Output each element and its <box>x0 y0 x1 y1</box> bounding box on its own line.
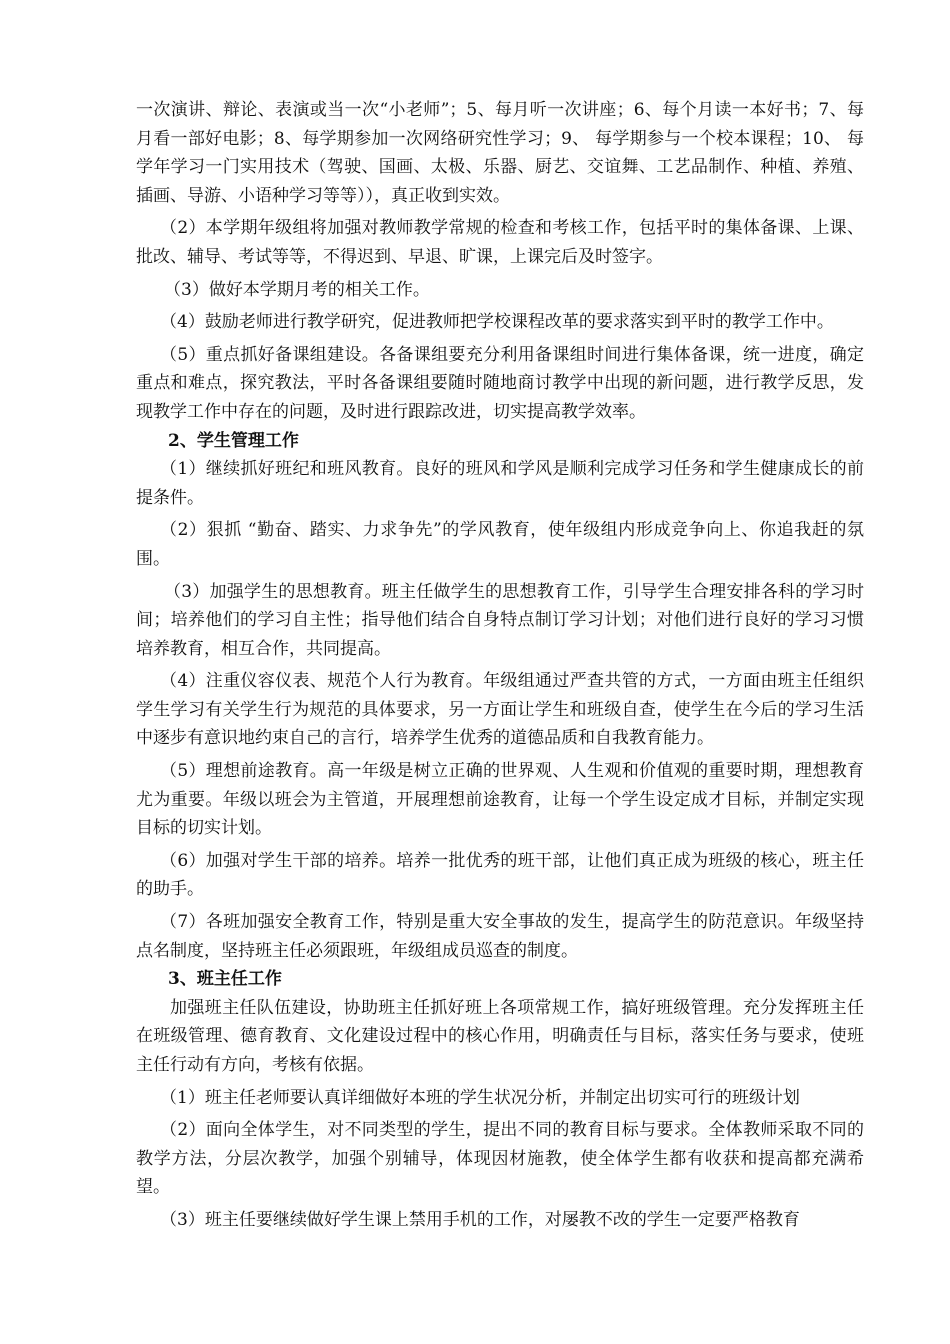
paragraph-head-teacher-1: （1）班主任老师要认真详细做好本班的学生状况分析，并制定出切实可行的班级计划 <box>160 1087 800 1108</box>
paragraph-student-5: （5）理想前途教育。高一年级是树立正确的世界观、人生观和价值观的重要时期，理想教育尤为重要。年级以班会为主管道，开展理想前途教育，让每一个学生设定成才目标，并制定实现目标的切实计划。 <box>136 761 864 839</box>
paragraph-head-teacher-intro: 加强班主任队伍建设，协助班主任抓好班上各项常规工作，搞好班级管理。充分发挥班主任在班级管理、德育教育、文化建设过程中的核心作用，明确责任与目标，落实任务与要求，使班主任行动有方向，考核有依据。 <box>136 997 864 1075</box>
section-heading-student-management: 2、学生管理工作 <box>168 430 299 451</box>
paragraph-student-1: （1）继续抓好班纪和班风教育。良好的班风和学风是顺利完成学习任务和学生健康成长的前提条件。 <box>136 459 864 508</box>
paragraph-head-teacher-2: （2）面向全体学生，对不同类型的学生，提出不同的教育目标与要求。全体教师采取不同的教学方法，分层次教学，加强个别辅导，体现因材施教，使全体学生都有收获和提高都充满希望。 <box>136 1120 864 1198</box>
document-page <box>136 96 864 1235</box>
paragraph-student-6: （6）加强对学生干部的培养。培养一批优秀的班干部，让他们真正成为班级的核心，班主任的助手。 <box>136 850 864 900</box>
paragraph-teaching-2: （2）本学期年级组将加强对教师教学常规的检查和考核工作，包括平时的集体备课、上课、批改、辅导、考试等等，不得迟到、早退、旷课，上课完后及时签字。 <box>136 218 864 267</box>
paragraph-student-3: （3）加强学生的思想教育。班主任做学生的思想教育工作，引导学生合理安排各科的学习时间；培养他们的学习自主性；指导他们结合自身特点制订学习计划；对他们进行良好的学习习惯培养教育，相互合作，共同提高。 <box>136 581 864 659</box>
paragraph-student-4: （4）注重仪容仪表、规范个人行为教育。年级组通过严查共管的方式，一方面由班主任组织学生学习有关学生行为规范的具体要求，另一方面让学生和班级自查，使学生在今后的学习生活中逐步有意识地约束自己的言行，培养学生优秀的道德品质和自我教育能力。 <box>136 671 864 749</box>
paragraph-head-teacher-3: （3）班主任要继续做好学生课上禁用手机的工作，对屡教不改的学生一定要严格教育 <box>160 1209 800 1230</box>
paragraph-student-2: （2）狠抓 “勤奋、踏实、力求争先”的学风教育，使年级组内形成竞争向上、你追我赶的氛围。 <box>136 520 864 569</box>
paragraph-activities: 一次演讲、辩论、表演或当一次“小老师”；5、每月听一次讲座；6、每个月读一本好书；7、每月看一部好电影；8、每学期参加一次网络研究性学习；9、 每学期参与一个校本课程；10、 每学年学习一门实用技术（驾驶、国画、太极、乐器、厨艺、交谊舞、工艺品制作、种植、养殖、插画、导游、小语种学习等等）），真正收到实效。 <box>136 100 864 206</box>
section-heading-head-teacher: 3、班主任工作 <box>168 969 282 990</box>
paragraph-student-7: （7）各班加强安全教育工作，特别是重大安全事故的发生，提高学生的防范意识。年级坚持点名制度，坚持班主任必须跟班，年级组成员巡查的制度。 <box>136 912 864 961</box>
paragraph-teaching-5: （5）重点抓好备课组建设。各备课组要充分利用备课组时间进行集体备课，统一进度，确定重点和难点，探究教法，平时各备课组要随时随地商讨教学中出现的新问题，进行教学反思，发现教学工作中存在的问题，及时进行跟踪改进，切实提高教学效率。 <box>136 344 864 422</box>
paragraph-teaching-3: （3）做好本学期月考的相关工作。 <box>164 279 430 300</box>
paragraph-teaching-4: （4）鼓励老师进行教学研究，促进教师把学校课程改革的要求落实到平时的教学工作中。 <box>160 312 834 333</box>
